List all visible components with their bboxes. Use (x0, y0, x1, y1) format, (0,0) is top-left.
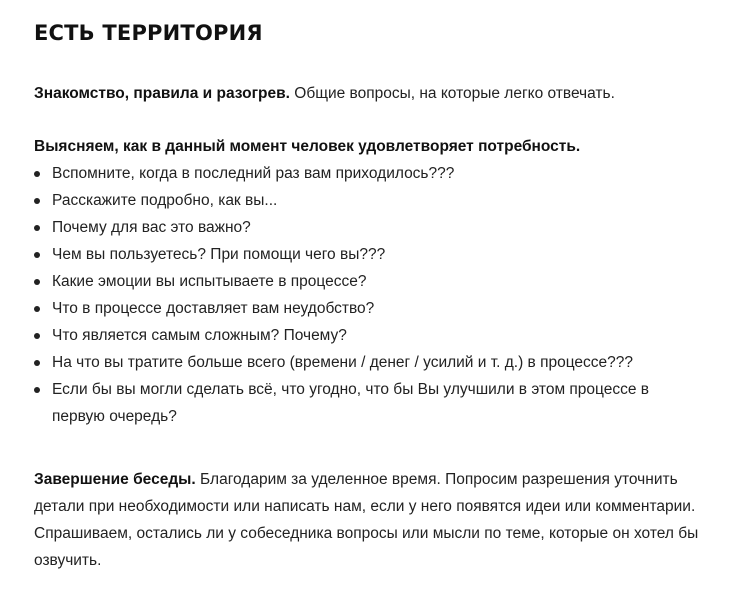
question-text: Если бы вы могли сделать всё, что угодно, что бы Вы улучшили в этом процессе в первую очередь? (52, 381, 650, 425)
closing-bold-lead: Завершение беседы. (34, 471, 196, 488)
needs-heading: Выясняем, как в данный момент человек удовлетворяет потребность. (34, 138, 581, 155)
list-item (34, 214, 734, 241)
list-item (34, 187, 734, 214)
list-item (34, 376, 672, 430)
bullet-icon (34, 252, 40, 258)
question-text: Чем вы пользуетесь? При помощи чего вы??? (52, 246, 386, 263)
list-item (34, 295, 734, 322)
bullet-icon (34, 387, 40, 393)
bullet-icon (34, 306, 40, 312)
list-item (34, 160, 734, 187)
intro-paragraph (34, 80, 734, 107)
closing-text: Благодарим за уделенное время. Попросим разрешения уточнить детали при необходимости или написать нам, если у него появятся идеи или комментарии. Спрашиваем, остались ли у собеседника вопросы или мысли по теме, которые он хотел бы озвучить. (34, 471, 699, 569)
questions-list (34, 160, 734, 430)
list-item (34, 322, 734, 349)
page-title: ЕСТЬ ТЕРРИТОРИЯ (34, 21, 263, 45)
question-text: Почему для вас это важно? (52, 219, 251, 236)
question-text: Вспомните, когда в последний раз вам приходилось??? (52, 165, 455, 182)
intro-bold-lead: Знакомство, правила и разогрев. (34, 85, 290, 102)
document-page (34, 18, 734, 574)
closing-paragraph (34, 466, 724, 574)
bullet-icon (34, 333, 40, 339)
list-item (34, 268, 734, 295)
question-text: Какие эмоции вы испытываете в процессе? (52, 273, 367, 290)
list-item (34, 349, 734, 376)
intro-text: Общие вопросы, на которые легко отвечать. (289, 85, 615, 102)
question-text: Что является самым сложным? Почему? (52, 327, 347, 344)
list-item (34, 241, 734, 268)
bullet-icon (34, 171, 40, 177)
question-text: Что в процессе доставляет вам неудобство? (52, 300, 375, 317)
bullet-icon (34, 198, 40, 204)
bullet-icon (34, 360, 40, 366)
question-text: На что вы тратите больше всего (времени / денег / усилий и т. д.) в процессе??? (52, 354, 634, 371)
question-text: Расскажите подробно, как вы... (52, 192, 278, 209)
bullet-icon (34, 279, 40, 285)
bullet-icon (34, 225, 40, 231)
